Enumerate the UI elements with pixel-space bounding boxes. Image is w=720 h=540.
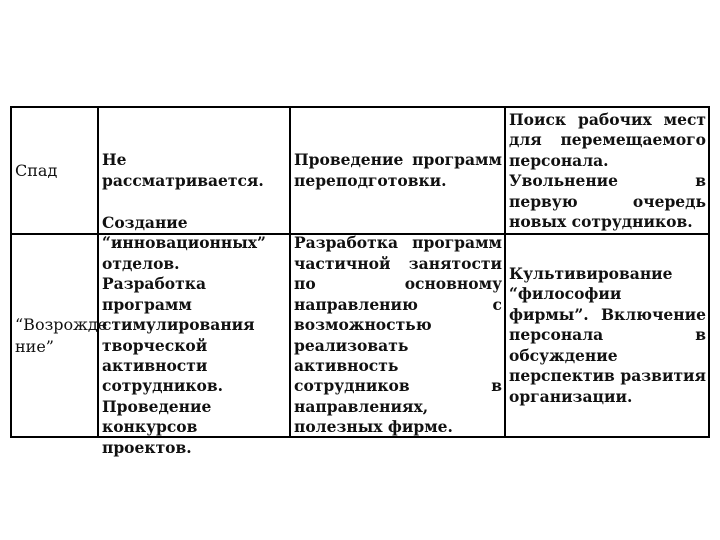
cell-text: Создание “инновационных” отделов. Разработка программ стимулирования творческой активности сотрудников. Проведение конкурсов проектов. — [102, 212, 266, 457]
stage-label: Спад — [15, 160, 58, 180]
cell-text: Проведение программ переподготовки. — [294, 150, 502, 190]
cell-text: Поиск рабочих мест для перемещаемого персонала. Увольнение в первую очередь новых сотрудников. — [509, 110, 706, 232]
table-cell — [506, 108, 708, 233]
table-row — [12, 212, 708, 457]
table-cell — [99, 212, 291, 457]
stage-cell — [12, 108, 99, 233]
stage-label: “Возрожде ние” — [15, 315, 108, 356]
cell-text: Культивирование “философии фирмы”. Включение персонала в обсуждение перспектив развития организации. — [509, 263, 706, 406]
cell-text: Не рассматривается. — [102, 150, 264, 190]
table-cell — [291, 108, 506, 233]
cell-text: Разработка программ частичной занятости по основному направлению с возможностью реализовать активность сотрудников в направлениях, полезных фирме. — [294, 233, 502, 437]
table-cell — [291, 235, 506, 436]
strategy-table — [10, 106, 710, 457]
table-cell — [506, 235, 708, 436]
stage-cell — [12, 235, 108, 436]
